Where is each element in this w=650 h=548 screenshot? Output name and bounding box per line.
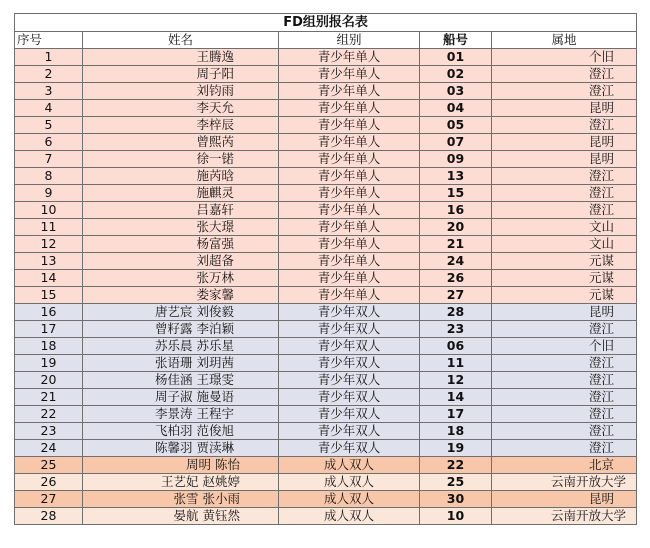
row-number-cell: 19	[15, 355, 83, 372]
row-number-cell: 11	[15, 219, 83, 236]
table-row	[15, 219, 637, 236]
table-row	[15, 508, 637, 525]
table-row	[15, 389, 637, 406]
place-cell: 昆明	[492, 100, 637, 117]
row-number-cell: 5	[15, 117, 83, 134]
row-number-cell: 10	[15, 202, 83, 219]
place-cell: 澄江	[492, 117, 637, 134]
table-row	[15, 440, 637, 457]
table-row	[15, 253, 637, 270]
name-cell: 徐一锘	[83, 151, 279, 168]
boat-number-cell: 11	[420, 355, 492, 372]
row-number-cell: 28	[15, 508, 83, 525]
group-cell: 青少年双人	[279, 355, 420, 372]
boat-number-cell: 16	[420, 202, 492, 219]
table-row	[15, 372, 637, 389]
name-cell: 杨富强	[83, 236, 279, 253]
registration-sheet	[14, 13, 636, 525]
row-number-cell: 17	[15, 321, 83, 338]
boat-number-cell: 24	[420, 253, 492, 270]
boat-number-cell: 02	[420, 66, 492, 83]
place-cell: 元谋	[492, 270, 637, 287]
table-row	[15, 168, 637, 185]
boat-number-cell: 13	[420, 168, 492, 185]
header-row	[15, 32, 637, 49]
boat-number-cell: 19	[420, 440, 492, 457]
group-cell: 青少年单人	[279, 185, 420, 202]
header-no: 序号	[15, 32, 83, 49]
group-cell: 青少年单人	[279, 202, 420, 219]
place-cell: 澄江	[492, 423, 637, 440]
group-cell: 成人双人	[279, 491, 420, 508]
name-cell: 王腾逸	[83, 49, 279, 66]
name-cell: 张雪 张小雨	[83, 491, 279, 508]
name-cell: 苏乐晨 苏乐星	[83, 338, 279, 355]
header-group: 组别	[279, 32, 420, 49]
name-cell: 李天允	[83, 100, 279, 117]
place-cell: 昆明	[492, 491, 637, 508]
row-number-cell: 21	[15, 389, 83, 406]
group-cell: 青少年单人	[279, 236, 420, 253]
name-cell: 李景涛 王程宇	[83, 406, 279, 423]
place-cell: 澄江	[492, 355, 637, 372]
table-row	[15, 134, 637, 151]
boat-number-cell: 07	[420, 134, 492, 151]
group-cell: 青少年单人	[279, 253, 420, 270]
group-cell: 青少年单人	[279, 117, 420, 134]
boat-number-cell: 10	[420, 508, 492, 525]
place-cell: 澄江	[492, 83, 637, 100]
group-cell: 青少年双人	[279, 304, 420, 321]
group-cell: 青少年双人	[279, 406, 420, 423]
name-cell: 张大璟	[83, 219, 279, 236]
name-cell: 周子阳	[83, 66, 279, 83]
row-number-cell: 7	[15, 151, 83, 168]
table-row	[15, 423, 637, 440]
boat-number-cell: 21	[420, 236, 492, 253]
group-cell: 成人双人	[279, 508, 420, 525]
name-cell: 刘超备	[83, 253, 279, 270]
place-cell: 元谋	[492, 253, 637, 270]
boat-number-cell: 25	[420, 474, 492, 491]
place-cell: 澄江	[492, 66, 637, 83]
place-cell: 文山	[492, 219, 637, 236]
row-number-cell: 9	[15, 185, 83, 202]
name-cell: 曾熙芮	[83, 134, 279, 151]
place-cell: 云南开放大学	[492, 474, 637, 491]
name-cell: 飞柏羽 范俊旭	[83, 423, 279, 440]
table-row	[15, 236, 637, 253]
table-row	[15, 66, 637, 83]
table-title: FD组别报名表	[15, 14, 637, 32]
place-cell: 昆明	[492, 151, 637, 168]
name-cell: 张万林	[83, 270, 279, 287]
place-cell: 澄江	[492, 202, 637, 219]
group-cell: 青少年双人	[279, 338, 420, 355]
boat-number-cell: 14	[420, 389, 492, 406]
table-row	[15, 474, 637, 491]
table-row	[15, 338, 637, 355]
row-number-cell: 25	[15, 457, 83, 474]
place-cell: 个旧	[492, 338, 637, 355]
table-row	[15, 185, 637, 202]
boat-number-cell: 23	[420, 321, 492, 338]
boat-number-cell: 15	[420, 185, 492, 202]
group-cell: 成人双人	[279, 457, 420, 474]
group-cell: 青少年单人	[279, 100, 420, 117]
boat-number-cell: 05	[420, 117, 492, 134]
group-cell: 青少年双人	[279, 423, 420, 440]
name-cell: 张语珊 刘玥茜	[83, 355, 279, 372]
row-number-cell: 13	[15, 253, 83, 270]
place-cell: 元谋	[492, 287, 637, 304]
row-number-cell: 1	[15, 49, 83, 66]
table-row	[15, 304, 637, 321]
place-cell: 澄江	[492, 185, 637, 202]
table-row	[15, 321, 637, 338]
name-cell: 施麒灵	[83, 185, 279, 202]
group-cell: 青少年单人	[279, 168, 420, 185]
table-row	[15, 117, 637, 134]
table-row	[15, 49, 637, 66]
boat-number-cell: 22	[420, 457, 492, 474]
name-cell: 刘钧雨	[83, 83, 279, 100]
name-cell: 娄家馨	[83, 287, 279, 304]
header-place: 属地	[492, 32, 637, 49]
place-cell: 澄江	[492, 389, 637, 406]
boat-number-cell: 03	[420, 83, 492, 100]
group-cell: 青少年双人	[279, 389, 420, 406]
name-cell: 李梓辰	[83, 117, 279, 134]
header-boat: 船号	[420, 32, 492, 49]
group-cell: 青少年单人	[279, 219, 420, 236]
name-cell: 吕嘉轩	[83, 202, 279, 219]
name-cell: 晏航 黄钰然	[83, 508, 279, 525]
row-number-cell: 18	[15, 338, 83, 355]
table-row	[15, 457, 637, 474]
name-cell: 杨佳涵 王璟雯	[83, 372, 279, 389]
row-number-cell: 6	[15, 134, 83, 151]
group-cell: 青少年双人	[279, 372, 420, 389]
boat-number-cell: 01	[420, 49, 492, 66]
table-row	[15, 355, 637, 372]
table-row	[15, 151, 637, 168]
table-row	[15, 270, 637, 287]
place-cell: 澄江	[492, 168, 637, 185]
group-cell: 青少年单人	[279, 66, 420, 83]
group-cell: 青少年单人	[279, 49, 420, 66]
row-number-cell: 14	[15, 270, 83, 287]
boat-number-cell: 12	[420, 372, 492, 389]
place-cell: 澄江	[492, 406, 637, 423]
group-cell: 青少年双人	[279, 321, 420, 338]
place-cell: 澄江	[492, 321, 637, 338]
table-row	[15, 202, 637, 219]
group-cell: 成人双人	[279, 474, 420, 491]
table-row	[15, 100, 637, 117]
name-cell: 唐艺宸 刘俊毅	[83, 304, 279, 321]
row-number-cell: 27	[15, 491, 83, 508]
name-cell: 王艺妃 赵姚婷	[83, 474, 279, 491]
row-number-cell: 26	[15, 474, 83, 491]
header-name: 姓名	[83, 32, 279, 49]
table-row	[15, 406, 637, 423]
boat-number-cell: 04	[420, 100, 492, 117]
boat-number-cell: 20	[420, 219, 492, 236]
name-cell: 周子淑 施曼语	[83, 389, 279, 406]
name-cell: 周明 陈怡	[83, 457, 279, 474]
boat-number-cell: 18	[420, 423, 492, 440]
group-cell: 青少年单人	[279, 83, 420, 100]
group-cell: 青少年单人	[279, 287, 420, 304]
row-number-cell: 23	[15, 423, 83, 440]
place-cell: 云南开放大学	[492, 508, 637, 525]
table-row	[15, 83, 637, 100]
boat-number-cell: 09	[420, 151, 492, 168]
boat-number-cell: 06	[420, 338, 492, 355]
place-cell: 昆明	[492, 134, 637, 151]
group-cell: 青少年双人	[279, 440, 420, 457]
row-number-cell: 3	[15, 83, 83, 100]
name-cell: 陈馨羽 贾渎琳	[83, 440, 279, 457]
row-number-cell: 22	[15, 406, 83, 423]
place-cell: 北京	[492, 457, 637, 474]
registration-table	[14, 13, 637, 525]
place-cell: 昆明	[492, 304, 637, 321]
place-cell: 文山	[492, 236, 637, 253]
row-number-cell: 16	[15, 304, 83, 321]
name-cell: 曾籽露 李泊颖	[83, 321, 279, 338]
place-cell: 澄江	[492, 372, 637, 389]
boat-number-cell: 30	[420, 491, 492, 508]
title-row	[15, 14, 637, 32]
row-number-cell: 15	[15, 287, 83, 304]
name-cell: 施芮晗	[83, 168, 279, 185]
row-number-cell: 20	[15, 372, 83, 389]
row-number-cell: 8	[15, 168, 83, 185]
row-number-cell: 4	[15, 100, 83, 117]
boat-number-cell: 17	[420, 406, 492, 423]
table-row	[15, 287, 637, 304]
row-number-cell: 12	[15, 236, 83, 253]
boat-number-cell: 26	[420, 270, 492, 287]
group-cell: 青少年单人	[279, 134, 420, 151]
place-cell: 个旧	[492, 49, 637, 66]
boat-number-cell: 28	[420, 304, 492, 321]
place-cell: 澄江	[492, 440, 637, 457]
boat-number-cell: 27	[420, 287, 492, 304]
group-cell: 青少年单人	[279, 270, 420, 287]
table-row	[15, 491, 637, 508]
row-number-cell: 2	[15, 66, 83, 83]
row-number-cell: 24	[15, 440, 83, 457]
group-cell: 青少年单人	[279, 151, 420, 168]
